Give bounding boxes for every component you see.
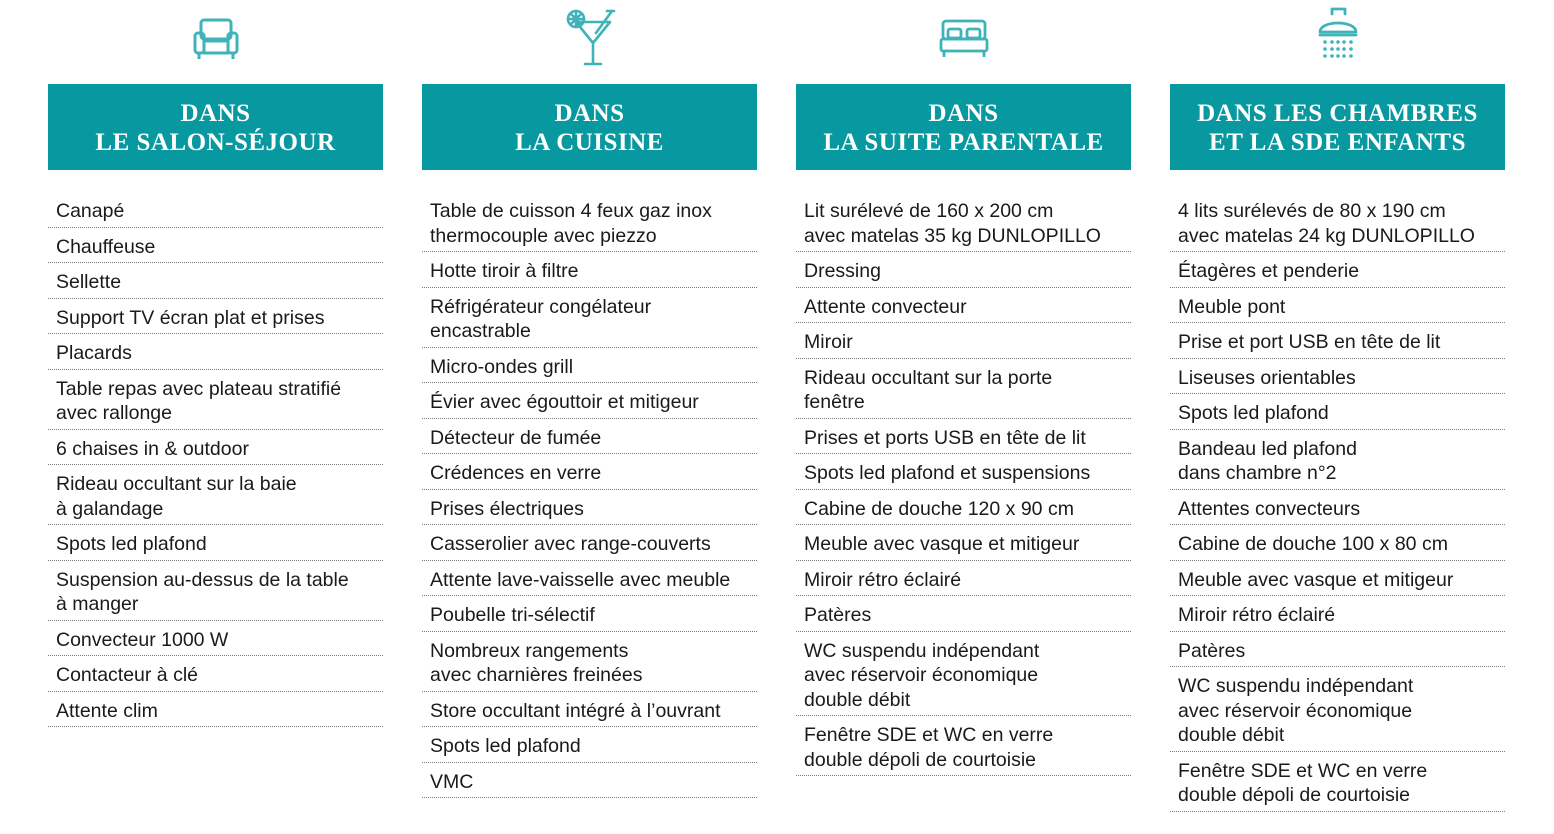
bed-icon: [938, 18, 990, 60]
equipment-list: [422, 197, 757, 798]
column-salon-sejour: [48, 0, 383, 727]
list-item: Store occultant intégré à l’ouvrant: [422, 697, 757, 728]
list-item: Patères: [1170, 637, 1505, 668]
list-item: Miroir: [796, 328, 1131, 359]
equipment-list: [1170, 197, 1505, 812]
list-item: Table repas avec plateau stratifié avec rallonge: [48, 375, 383, 430]
header-line-2: LA CUISINE: [515, 129, 664, 156]
header-line-1: DANS: [180, 100, 251, 127]
list-item: Rideau occultant sur la porte fenêtre: [796, 364, 1131, 419]
list-item: Attente lave-vaisselle avec meuble: [422, 566, 757, 597]
list-item: Suspension au-dessus de la table à manger: [48, 566, 383, 621]
section-header: [48, 84, 383, 170]
list-item: Prises électriques: [422, 495, 757, 526]
list-item: Meuble avec vasque et mitigeur: [1170, 566, 1505, 597]
list-item: Canapé: [48, 197, 383, 228]
list-item: Casserolier avec range-couverts: [422, 530, 757, 561]
list-item: Patères: [796, 601, 1131, 632]
list-item: Chauffeuse: [48, 233, 383, 264]
list-item: Cabine de douche 120 x 90 cm: [796, 495, 1131, 526]
list-item: Détecteur de fumée: [422, 424, 757, 455]
list-item: Dressing: [796, 257, 1131, 288]
armchair-icon: [192, 17, 240, 61]
section-header: [422, 84, 757, 170]
list-item: Convecteur 1000 W: [48, 626, 383, 657]
list-item: Support TV écran plat et prises: [48, 304, 383, 335]
column-suite-parentale: [796, 0, 1131, 776]
shower-icon: [1315, 6, 1361, 64]
list-item: Prise et port USB en tête de lit: [1170, 328, 1505, 359]
list-item: WC suspendu indépendant avec réservoir économique double débit: [796, 637, 1131, 717]
list-item: Fenêtre SDE et WC en verre double dépoli de courtoisie: [796, 721, 1131, 776]
list-item: Spots led plafond: [48, 530, 383, 561]
list-item: Poubelle tri-sélectif: [422, 601, 757, 632]
list-item: Attente clim: [48, 697, 383, 728]
list-item: Rideau occultant sur la baie à galandage: [48, 470, 383, 525]
list-item: WC suspendu indépendant avec réservoir économique double débit: [1170, 672, 1505, 752]
list-item: Fenêtre SDE et WC en verre double dépoli de courtoisie: [1170, 757, 1505, 812]
equipment-list: [48, 197, 383, 727]
header-line-2: LE SALON-SÉJOUR: [95, 129, 336, 156]
list-item: Liseuses orientables: [1170, 364, 1505, 395]
list-item: Table de cuisson 4 feux gaz inox thermocouple avec piezzo: [422, 197, 757, 252]
cocktail-icon: [563, 7, 617, 67]
section-header: [1170, 84, 1505, 170]
equipment-list: [796, 197, 1131, 776]
list-item: Lit surélevé de 160 x 200 cm avec matelas 35 kg DUNLOPILLO: [796, 197, 1131, 252]
list-item: VMC: [422, 768, 757, 799]
list-item: Placards: [48, 339, 383, 370]
column-cuisine: [422, 0, 757, 798]
list-item: Attentes convecteurs: [1170, 495, 1505, 526]
list-item: 4 lits surélevés de 80 x 190 cm avec matelas 24 kg DUNLOPILLO: [1170, 197, 1505, 252]
header-line-1: DANS: [554, 100, 625, 127]
list-item: Prises et ports USB en tête de lit: [796, 424, 1131, 455]
list-item: Meuble pont: [1170, 293, 1505, 324]
list-item: 6 chaises in & outdoor: [48, 435, 383, 466]
header-line-2: ET LA SDE ENFANTS: [1209, 129, 1466, 156]
list-item: Spots led plafond: [422, 732, 757, 763]
column-chambres-enfants: [1170, 0, 1505, 812]
list-item: Étagères et penderie: [1170, 257, 1505, 288]
list-item: Bandeau led plafond dans chambre n°2: [1170, 435, 1505, 490]
header-line-1: DANS: [928, 100, 999, 127]
list-item: Miroir rétro éclairé: [1170, 601, 1505, 632]
header-line-1: DANS LES CHAMBRES: [1197, 100, 1478, 127]
list-item: Hotte tiroir à filtre: [422, 257, 757, 288]
list-item: Nombreux rangements avec charnières freinées: [422, 637, 757, 692]
list-item: Cabine de douche 100 x 80 cm: [1170, 530, 1505, 561]
list-item: Spots led plafond: [1170, 399, 1505, 430]
list-item: Réfrigérateur congélateur encastrable: [422, 293, 757, 348]
list-item: Évier avec égouttoir et mitigeur: [422, 388, 757, 419]
list-item: Sellette: [48, 268, 383, 299]
section-header: [796, 84, 1131, 170]
list-item: Spots led plafond et suspensions: [796, 459, 1131, 490]
list-item: Crédences en verre: [422, 459, 757, 490]
header-line-2: LA SUITE PARENTALE: [823, 129, 1104, 156]
list-item: Micro-ondes grill: [422, 353, 757, 384]
list-item: Attente convecteur: [796, 293, 1131, 324]
list-item: Contacteur à clé: [48, 661, 383, 692]
list-item: Miroir rétro éclairé: [796, 566, 1131, 597]
list-item: Meuble avec vasque et mitigeur: [796, 530, 1131, 561]
